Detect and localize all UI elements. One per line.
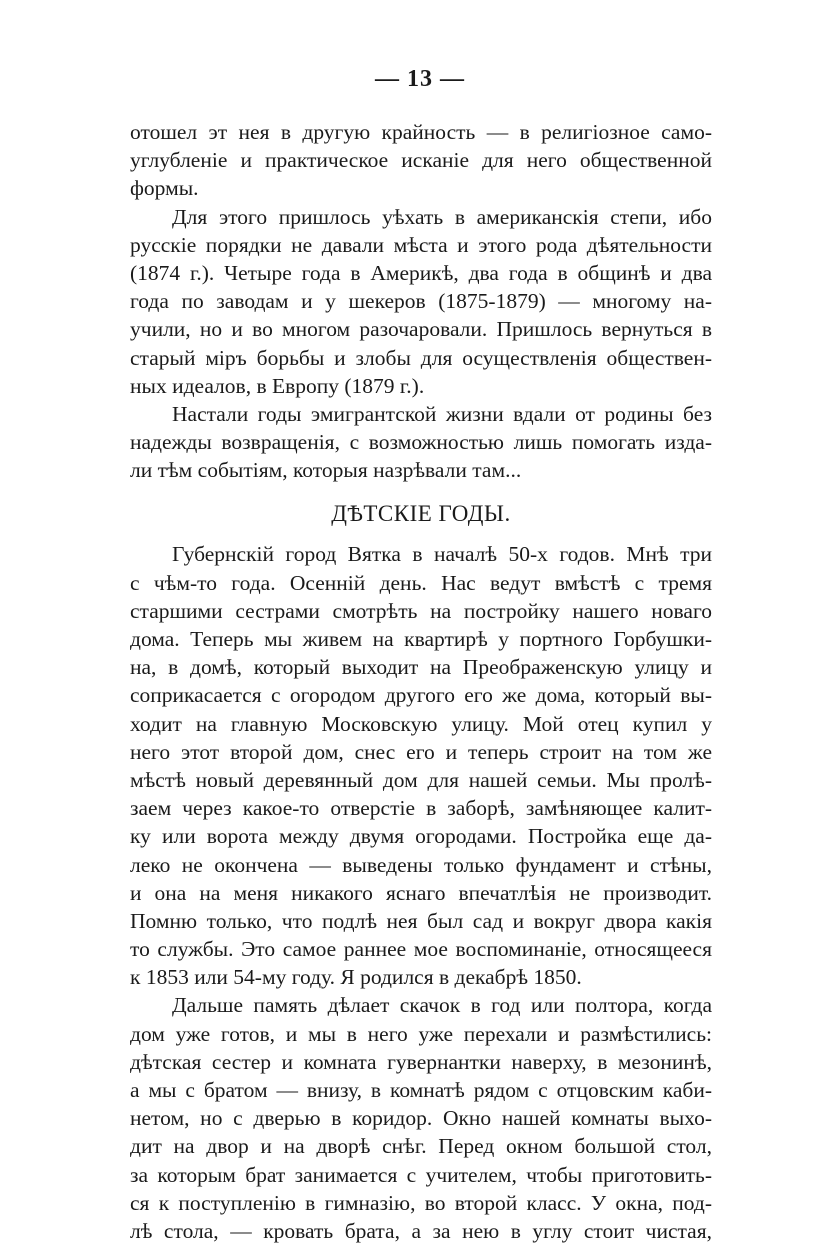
text-line: соприкасается с огородом другого его же дома, который вы- (130, 683, 712, 708)
text-line: то службы. Это самое раннее мое воспоминаніе, относящееся (130, 937, 712, 962)
text-line: ся к поступленію в гимназію, во второй класс. У окна, под- (130, 1190, 712, 1215)
body-text (130, 118, 712, 1245)
text-line: надежды возвращенія, с возможностью лишь помогать изда- (130, 430, 712, 455)
text-line: русскіе порядки не давали мѣста и этого рода дѣятельности (130, 232, 712, 257)
text-line: Для этого пришлось уѣхать в американскія степи, ибо (172, 204, 712, 229)
text-line: ных идеалов, в Европу (1879 г.). (130, 373, 425, 398)
text-line: к 1853 или 54-му году. Я родился в декабрѣ 1850. (130, 965, 582, 990)
text-line: заем через какое-то отверстіе в заборѣ, замѣняющее калит- (130, 796, 712, 821)
text-line: углубленіе и практическое исканіе для него общественной (130, 148, 712, 173)
text-line: (1874 г.). Четыре года в Америкѣ, два года в общинѣ и два (130, 260, 712, 285)
text-line: дит на двор и на дворѣ снѣг. Перед окном большой стол, (130, 1134, 712, 1159)
text-line: старшими сестрами смотрѣть на постройку нашего новаго (130, 598, 712, 623)
text-line: на, в домѣ, который выходит на Преображенскую улицу и (130, 655, 712, 680)
section-heading: ДѢТСКІЕ ГОДЫ. (331, 501, 511, 527)
text-line: него этот второй дом, снес его и теперь строит на том же (130, 739, 712, 764)
text-line: года по заводам и у шекеров (1875-1879) — многому на- (130, 289, 712, 314)
text-line: ли тѣм событіям, которыя назрѣвали там... (130, 458, 522, 483)
text-line: дѣтская сестер и комната гувернантки наверху, в мезонинѣ, (130, 1049, 712, 1074)
text-line: Настали годы эмигрантской жизни вдали от родины без (172, 401, 712, 426)
text-line: старый міръ борьбы и злобы для осуществленія обществен- (130, 345, 712, 370)
text-line: ходит на главную Московскую улицу. Мой отец купил у (130, 711, 712, 736)
text-line: нетом, но с дверью в коридор. Окно нашей комнаты выхо- (130, 1106, 712, 1131)
text-line: отошел эт нея в другую крайность — в религіозное само- (130, 120, 712, 144)
text-line: лѣ стола, — кровать брата, а за нею в углу стоит чистая, (130, 1218, 712, 1243)
text-line: и она на меня никакого яснаго впечатлѣія не производит. (130, 880, 712, 905)
text-line: дом уже готов, и мы в него уже перехали и размѣстились: (130, 1021, 712, 1046)
text-line: а мы с братом — внизу, в комнатѣ рядом с отцовским каби- (130, 1078, 712, 1102)
text-line: учили, но и во многом разочаровали. Пришлось вернуться в (130, 317, 712, 342)
text-line: мѣстѣ новый деревянный дом для нашей семьи. Мы пролѣ- (130, 767, 712, 792)
text-line: Губернскій город Вятка в началѣ 50-х годов. Мнѣ три (172, 542, 712, 567)
text-line: леко не окончена — выведены только фундамент и стѣны, (130, 852, 712, 877)
text-line: Дальше память дѣлает скачок в год или полтора, когда (172, 993, 712, 1018)
text-line: за которым брат занимается с учителем, чтобы приготовить- (130, 1162, 712, 1187)
text-line: Помню только, что подлѣ нея был сад и вокруг двора какія (130, 908, 712, 933)
text-line: дома. Теперь мы живем на квартирѣ у портного Горбушки- (130, 627, 712, 651)
text-line: формы. (130, 176, 199, 201)
text-line: с чѣм-то года. Осенній день. Нас ведут вмѣстѣ с тремя (130, 570, 712, 595)
page-number: — 13 — (375, 66, 465, 92)
text-line: ку или ворота между двумя огородами. Постройка еще да- (130, 824, 712, 849)
